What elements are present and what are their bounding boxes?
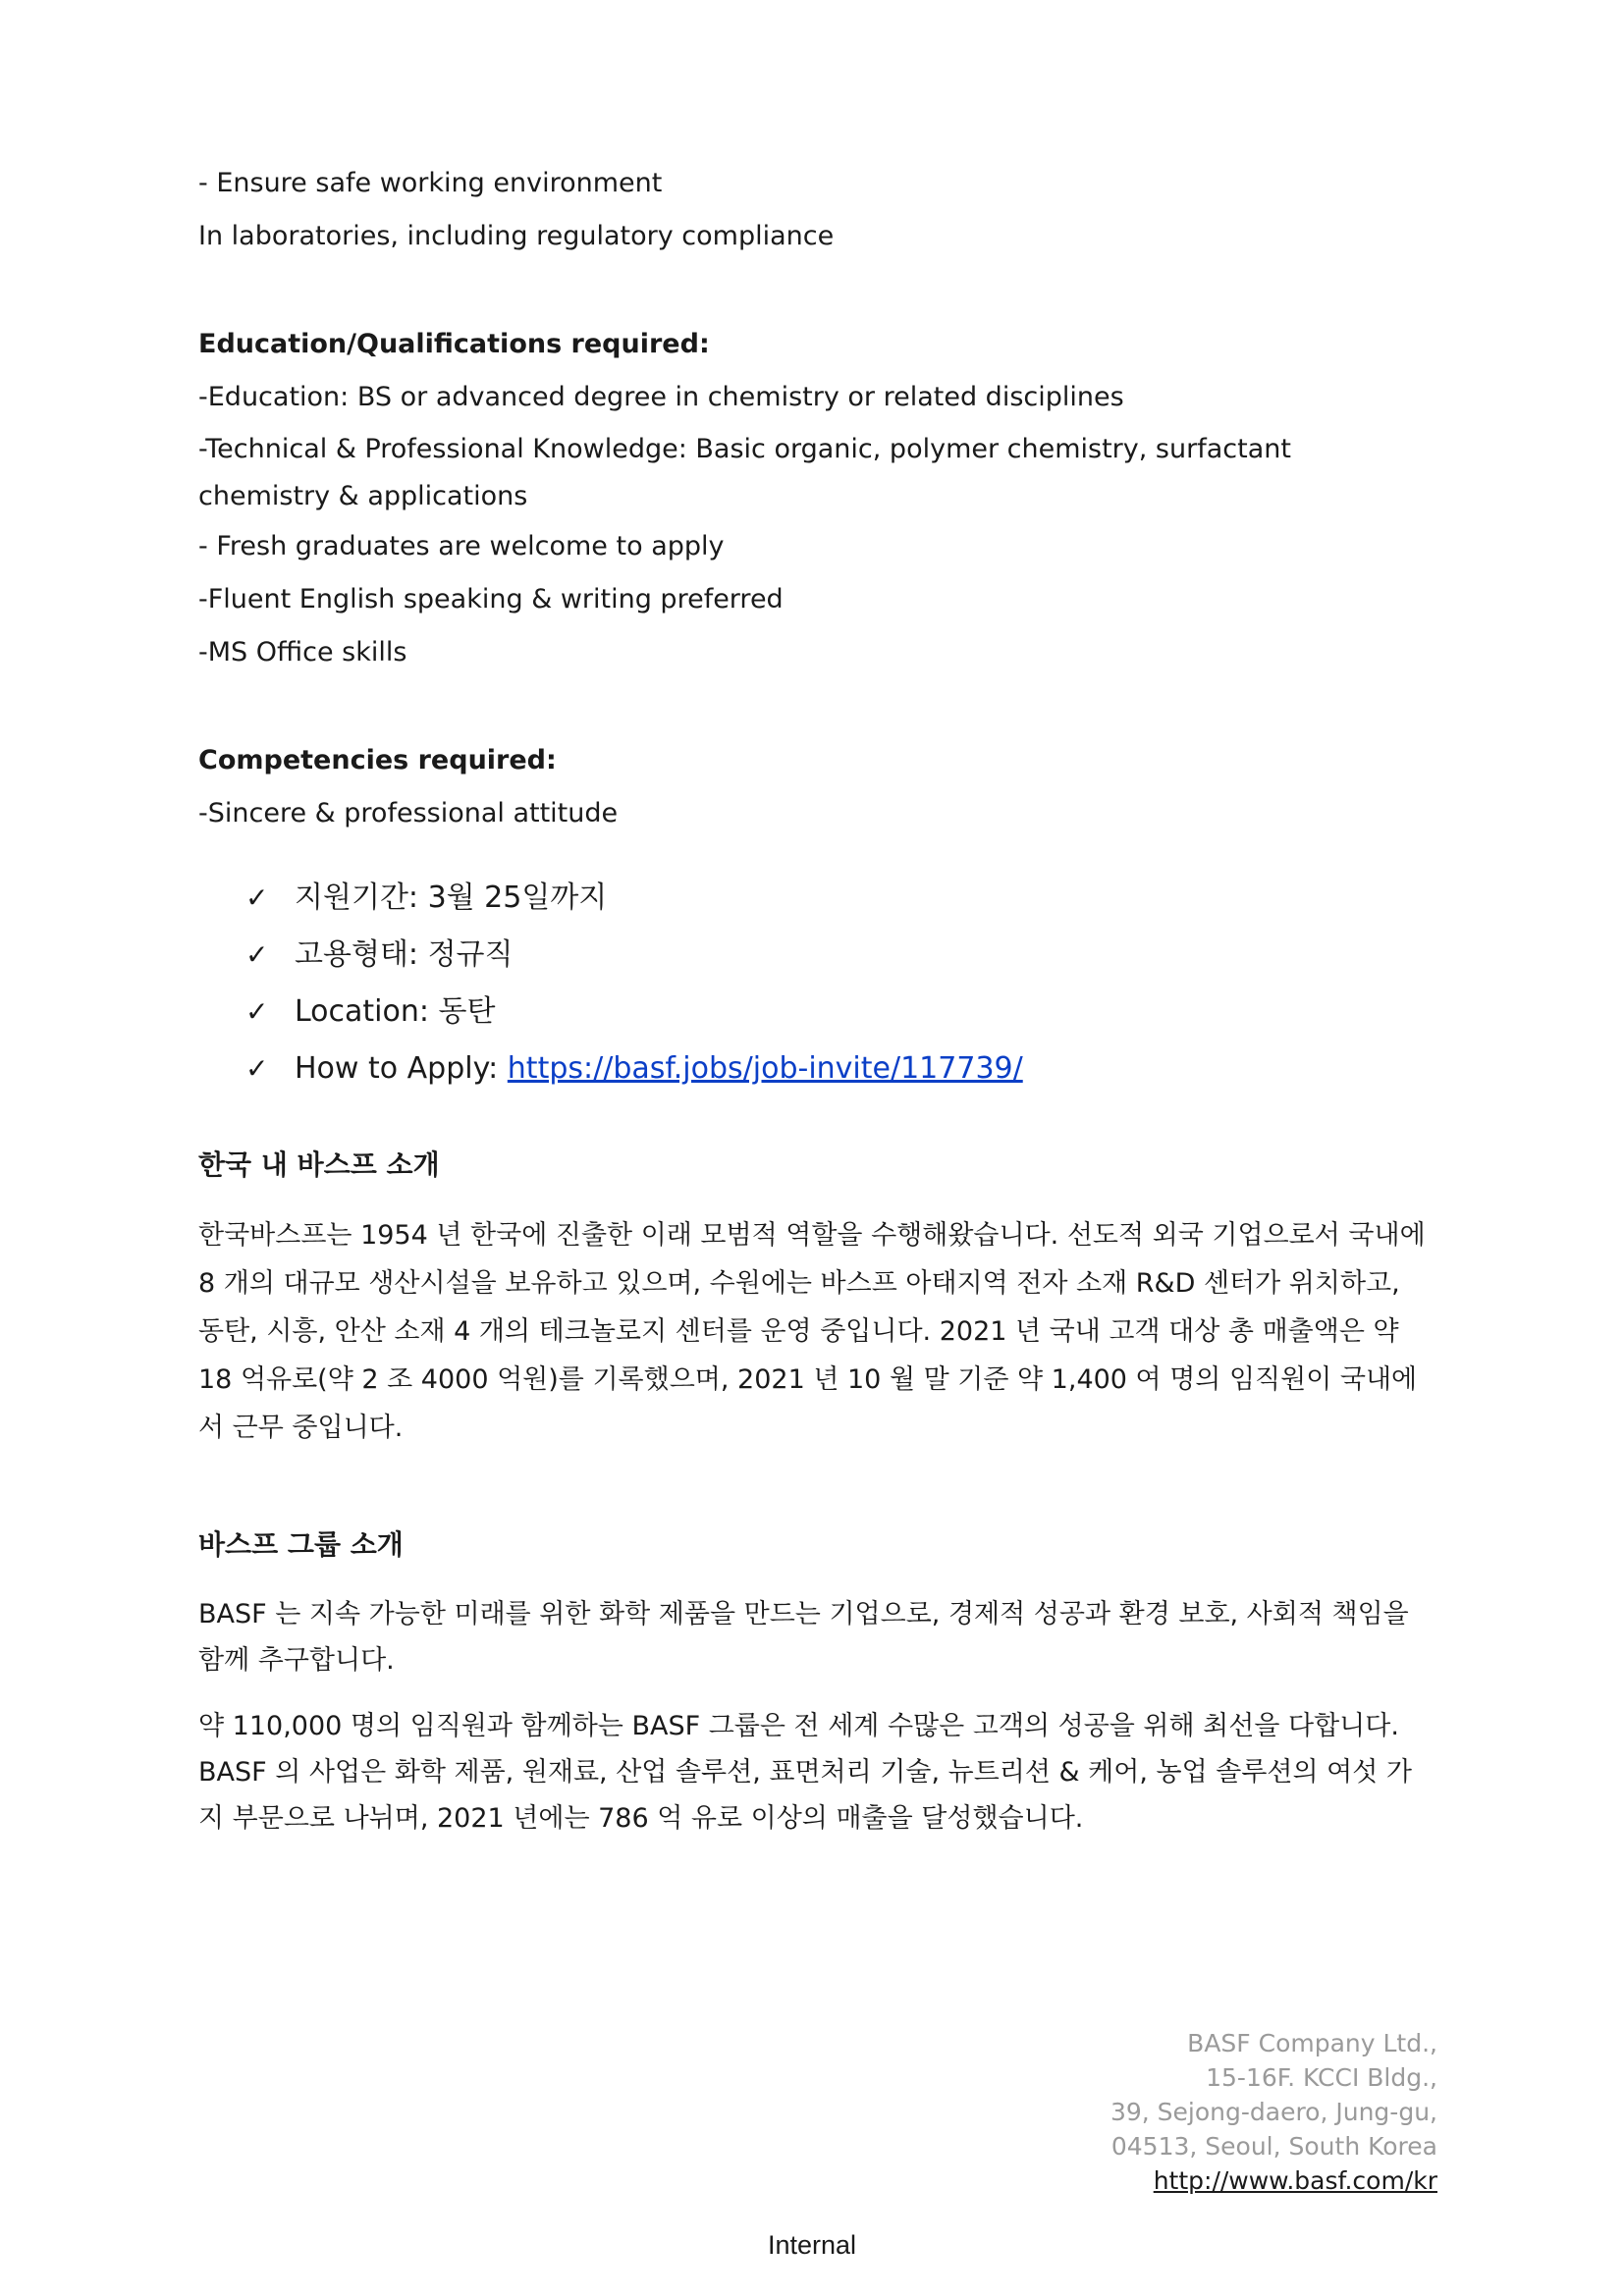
checklist-text: 지원기간: 3월 25일까지 (295, 881, 608, 915)
spacer (198, 1097, 1426, 1139)
address-line: 39, Sejong-daero, Jung-gu, (1110, 2098, 1437, 2126)
spacer (198, 263, 1426, 318)
application-checklist (245, 870, 1426, 1097)
spacer (198, 1452, 1426, 1519)
group-intro-paragraph: 약 110,000 명의 임직원과 함께하는 BASF 그룹은 전 세계 수많은 고객의 성공을 위해 최선을 다합니다. BASF 의 사업은 화학 제품, 원재료, 산업 솔루션, 표면처리 기술, 뉴트리션 & 케어, 농업 솔루션의 여섯 가지 부문으로 나뉘며, 2021 년에는 786 억 유로 이상의 매출을 달성했습니다. (198, 1711, 1412, 1834)
checkmark-icon: ✓ (245, 938, 269, 971)
education-heading: Education/Qualifications required: (198, 329, 710, 359)
spacer (198, 1572, 1426, 1591)
spacer (198, 679, 1426, 734)
spacer (198, 840, 1426, 870)
apply-link[interactable]: https://basf.jobs/job-invite/117739/ (507, 1051, 1023, 1086)
education-item: - Fresh graduates are welcome to apply (198, 531, 725, 561)
competency-item: -Sincere & professional attitude (198, 798, 619, 828)
checklist-text: Location: 동탄 (295, 994, 496, 1029)
duty-line: In laboratories, including regulatory compliance (198, 221, 835, 251)
classification-footer: Internal (767, 2230, 857, 2260)
education-item: -Technical & Professional Knowledge: Basic organic, polymer chemistry, surfactant chemistry & applications (198, 434, 1291, 511)
company-website-link[interactable]: http://www.basf.com/kr (1153, 2166, 1437, 2195)
education-item: -MS Office skills (198, 637, 407, 667)
checklist-item (245, 870, 1426, 927)
checkmark-icon: ✓ (245, 881, 269, 914)
duty-line: - Ensure safe working environment (198, 168, 663, 198)
checkmark-icon: ✓ (245, 995, 269, 1028)
checkmark-icon: ✓ (245, 1052, 269, 1085)
education-item: -Education: BS or advanced degree in chemistry or related disciplines (198, 382, 1124, 412)
group-intro-paragraph: BASF 는 지속 가능한 미래를 위한 화학 제품을 만드는 기업으로, 경제적 성공과 환경 보호, 사회적 책임을 함께 추구합니다. (198, 1599, 1409, 1676)
address-line: 04513, Seoul, South Korea (1110, 2132, 1437, 2161)
korea-intro-heading: 한국 내 바스프 소개 (198, 1148, 440, 1181)
checklist-text: 고용형태: 정규직 (295, 937, 514, 972)
checklist-text: How to Apply: (295, 1051, 508, 1086)
competencies-heading: Competencies required: (198, 745, 557, 775)
education-item: -Fluent English speaking & writing preferred (198, 584, 784, 614)
korea-intro-paragraph: 한국바스프는 1954 년 한국에 진출한 이래 모범적 역할을 수행해왔습니다. 선도적 외국 기업으로서 국내에 8 개의 대규모 생산시설을 보유하고 있으며, 수원에는 바스프 아태지역 전자 소재 R&D 센터가 위치하고, 동탄, 시흥, 안산 소재 4 개의 테크놀로지 센터를 운영 중입니다. 2021 년 국내 고객 대상 총 매출액은 약 18 억유로(약 2 조 4000 억원)를 기록했으며, 2021 년 10 월 말 기준 약 1,400 여 명의 임직원이 국내에서 근무 중입니다. (198, 1220, 1426, 1443)
checklist-item (245, 1041, 1426, 1097)
group-intro-heading: 바스프 그룹 소개 (198, 1528, 404, 1561)
address-line: BASF Company Ltd., (1187, 2029, 1437, 2057)
checklist-item (245, 927, 1426, 984)
company-address (1110, 2026, 1437, 2198)
checklist-item (245, 984, 1426, 1041)
document-body (198, 157, 1426, 1842)
address-line: 15-16F. KCCI Bldg., (1206, 2063, 1437, 2092)
spacer (198, 1192, 1426, 1211)
